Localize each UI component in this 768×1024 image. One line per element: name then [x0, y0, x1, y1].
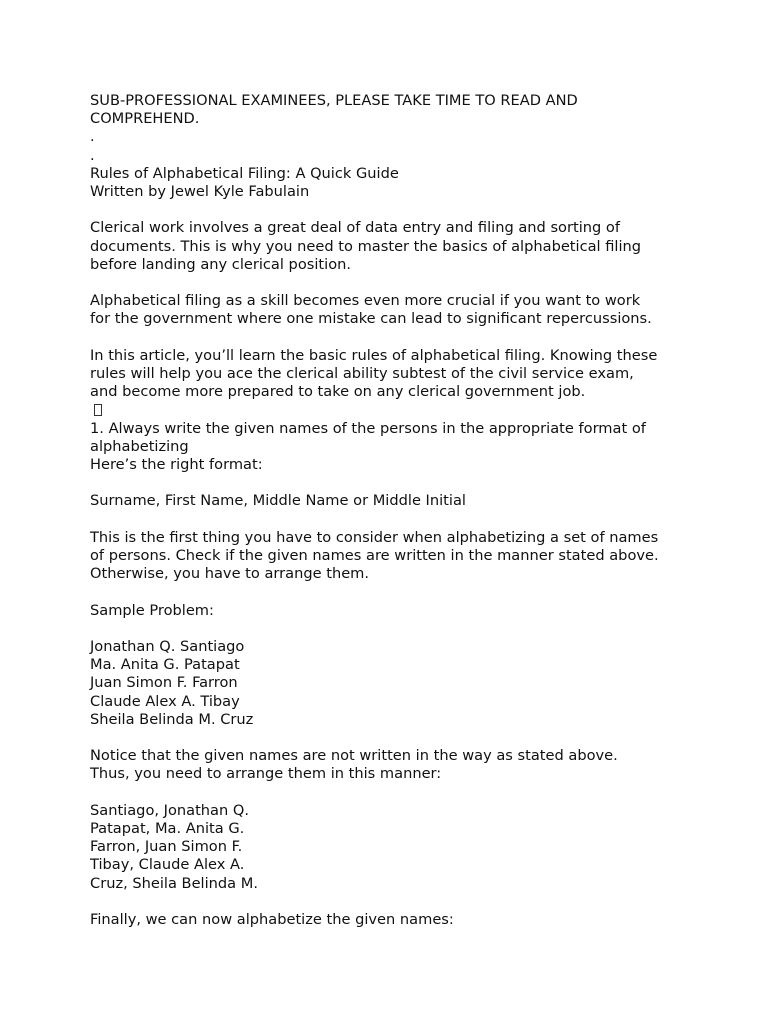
- blank-line: [90, 329, 690, 347]
- document-page: [90, 92, 690, 929]
- sample-name: Claude Alex A. Tibay: [90, 692, 240, 710]
- paragraph-line: Clerical work involves a great deal of data entry and filing and sorting of: [90, 219, 620, 237]
- paragraph-line: Alphabetical filing as a skill becomes even more crucial if you want to work: [90, 292, 641, 310]
- paragraph-line: and become more prepared to take on any clerical government job.: [90, 383, 586, 401]
- paragraph-line: Otherwise, you have to arrange them.: [90, 565, 370, 583]
- paragraph-line: before landing any clerical position.: [90, 255, 352, 273]
- paragraph-line: documents. This is why you need to master the basics of alphabetical filing: [90, 237, 642, 255]
- blank-line: [90, 729, 690, 747]
- sample-label: Sample Problem:: [90, 601, 214, 619]
- paragraph-line: of persons. Check if the given names are written in the manner stated above.: [90, 546, 659, 564]
- arranged-name: Patapat, Ma. Anita G.: [90, 819, 245, 837]
- blank-line: [90, 583, 690, 601]
- arranged-name: Santiago, Jonathan Q.: [90, 801, 249, 819]
- rule-heading-line: alphabetizing: [90, 437, 189, 455]
- paragraph-line: for the government where one mistake can lead to significant repercussions.: [90, 310, 652, 328]
- sample-name: Jonathan Q. Santiago: [90, 637, 245, 655]
- blank-line: [90, 274, 690, 292]
- format-line: Surname, First Name, Middle Name or Middle Initial: [90, 492, 466, 510]
- arranged-name: Tibay, Claude Alex A.: [90, 856, 245, 874]
- paragraph-line: Notice that the given names are not written in the way as stated above.: [90, 747, 618, 765]
- header-line: COMPREHEND.: [90, 110, 200, 128]
- blank-line: [90, 201, 690, 219]
- arranged-name: Cruz, Sheila Belinda M.: [90, 874, 258, 892]
- header-line: .: [90, 128, 95, 146]
- header-line: .: [90, 146, 95, 164]
- sample-name: Sheila Belinda M. Cruz: [90, 710, 254, 728]
- paragraph-line: Thus, you need to arrange them in this manner:: [90, 765, 442, 783]
- blank-line: [90, 474, 690, 492]
- paragraph-line: This is the first thing you have to consider when alphabetizing a set of names: [90, 528, 659, 546]
- arranged-name: Farron, Juan Simon F.: [90, 838, 243, 856]
- missing-glyph-icon: [94, 404, 102, 416]
- paragraph-line: rules will help you ace the clerical ability subtest of the civil service exam,: [90, 365, 634, 382]
- blank-line: [90, 784, 690, 802]
- rule-heading-line: 1. Always write the given names of the persons in the appropriate format of: [90, 419, 646, 437]
- document-title: Rules of Alphabetical Filing: A Quick Guide: [90, 164, 399, 182]
- header-line: SUB-PROFESSIONAL EXAMINEES, PLEASE TAKE TIME TO READ AND: [90, 92, 578, 109]
- blank-line: [90, 893, 690, 911]
- final-paragraph: Finally, we can now alphabetize the given names:: [90, 910, 454, 928]
- blank-line: [90, 620, 690, 638]
- sample-name: Ma. Anita G. Patapat: [90, 656, 240, 674]
- format-intro: Here’s the right format:: [90, 456, 263, 473]
- missing-glyph-line: [90, 401, 690, 419]
- document-byline: Written by Jewel Kyle Fabulain: [90, 183, 310, 201]
- sample-name: Juan Simon F. Farron: [90, 674, 238, 692]
- paragraph-line: In this article, you’ll learn the basic rules of alphabetical filing. Knowing these: [90, 346, 658, 364]
- blank-line: [90, 511, 690, 529]
